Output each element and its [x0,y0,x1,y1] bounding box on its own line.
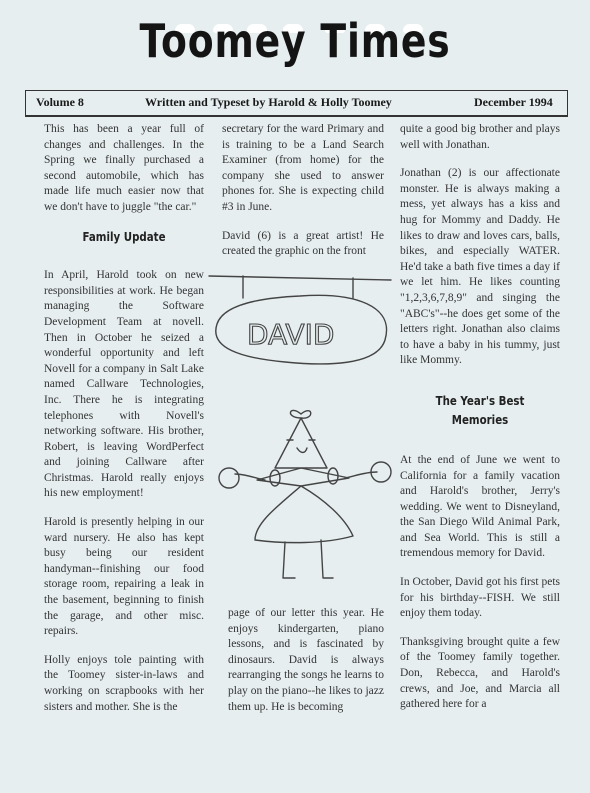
fish-paragraph: In October, David got his first pets for his birthday--FISH. We still enjoy them today. [400,576,560,620]
column-2-bottom [228,606,384,728]
david-paragraph: David (6) is a great artist! He created the graphic on the front [222,229,384,258]
family-update-heading: Family Update [82,228,166,244]
harold-home-paragraph: Harold is presently helping in our ward nursery. He also has kept busy being our resident handyman--finishing our food storage room, repairing a leak in the basement, beginning to finish the garage, and other misc. repairs. [44,516,204,638]
drawing-name-text: DAVID [247,318,335,351]
intro-paragraph: This has been a year full of changes and challenges. In the Spring we finally purchased a second automobile, which has made life much easier now that we don't have to juggle "the car." [44,123,204,213]
years-best-memories-heading: The Year's Best Memories [435,392,525,427]
holly-paragraph: Holly enjoys tole painting with the Toomey sister-in-laws and working on scrapbooks with her sisters and mother. She is the [44,653,204,713]
david-continued-paragraph: page of our letter this year. He enjoys kindergarten, piano lessons, and is fascinated by dinosaurs. David is always rearranging the songs he learns to play on the piano--he likes to jazz them up. He is becoming [228,607,384,713]
big-brother-paragraph: quite a good big brother and plays well with Jonathan. [400,123,560,151]
jonathan-paragraph: Jonathan (2) is our affectionate monster. He is always making a mess, yet always has a kiss and hug for Mommy and Daddy. He likes to draw and loves cars, balls, bikes, and especially WATER. He'd take a bath five times a day if we let him. He likes counting "1,2,3,6,7,8,9" and singing the "ABC's"--he does get some of the letters right. Jonathan also claims to have a baby in his tummy, just like Mommy. [400,167,560,367]
childs-drawing [205,268,395,588]
harold-work-paragraph: In April, Harold took on new responsibilities at work. He began managing the Software Development Team at novell. Then in October he seized a wonderful opportunity and left Novell for a company in Salt Lake named Callware Technologies, Inc. There he is integrating telephones with Novell's networking software. His brother, Robert, is leaving WordPerfect and joining Callware after Christmas. Harold really enjoys his new employment! [44,269,204,500]
thanksgiving-paragraph: Thanksgiving brought quite a few of the Toomey family together. Don, Rebecca, and Harold's crews, and Joe, and Marcia all gathered here for a [400,635,560,711]
column-3 [400,122,560,726]
newsletter-title: Toomey Times [139,14,451,68]
volume-label: Volume 8 [36,95,84,109]
column-1 [44,122,204,728]
issue-date: December 1994 [474,95,553,109]
holly-continued-paragraph: secretary for the ward Primary and is training to be a Land Search Examiner (from home) for the company she used to answer phones for. She is expecting child #3 in June. [222,123,384,213]
byline: Written and Typeset by Harold & Holly Toomey [145,95,392,109]
column-2 [222,122,384,273]
california-paragraph: At the end of June we went to California for a family vacation and Harold's brother, Jerry's wedding. We went to Disneyland, the San Diego Wild Animal Park, and Sea World. This is still a tremendous memory for David. [400,453,560,560]
